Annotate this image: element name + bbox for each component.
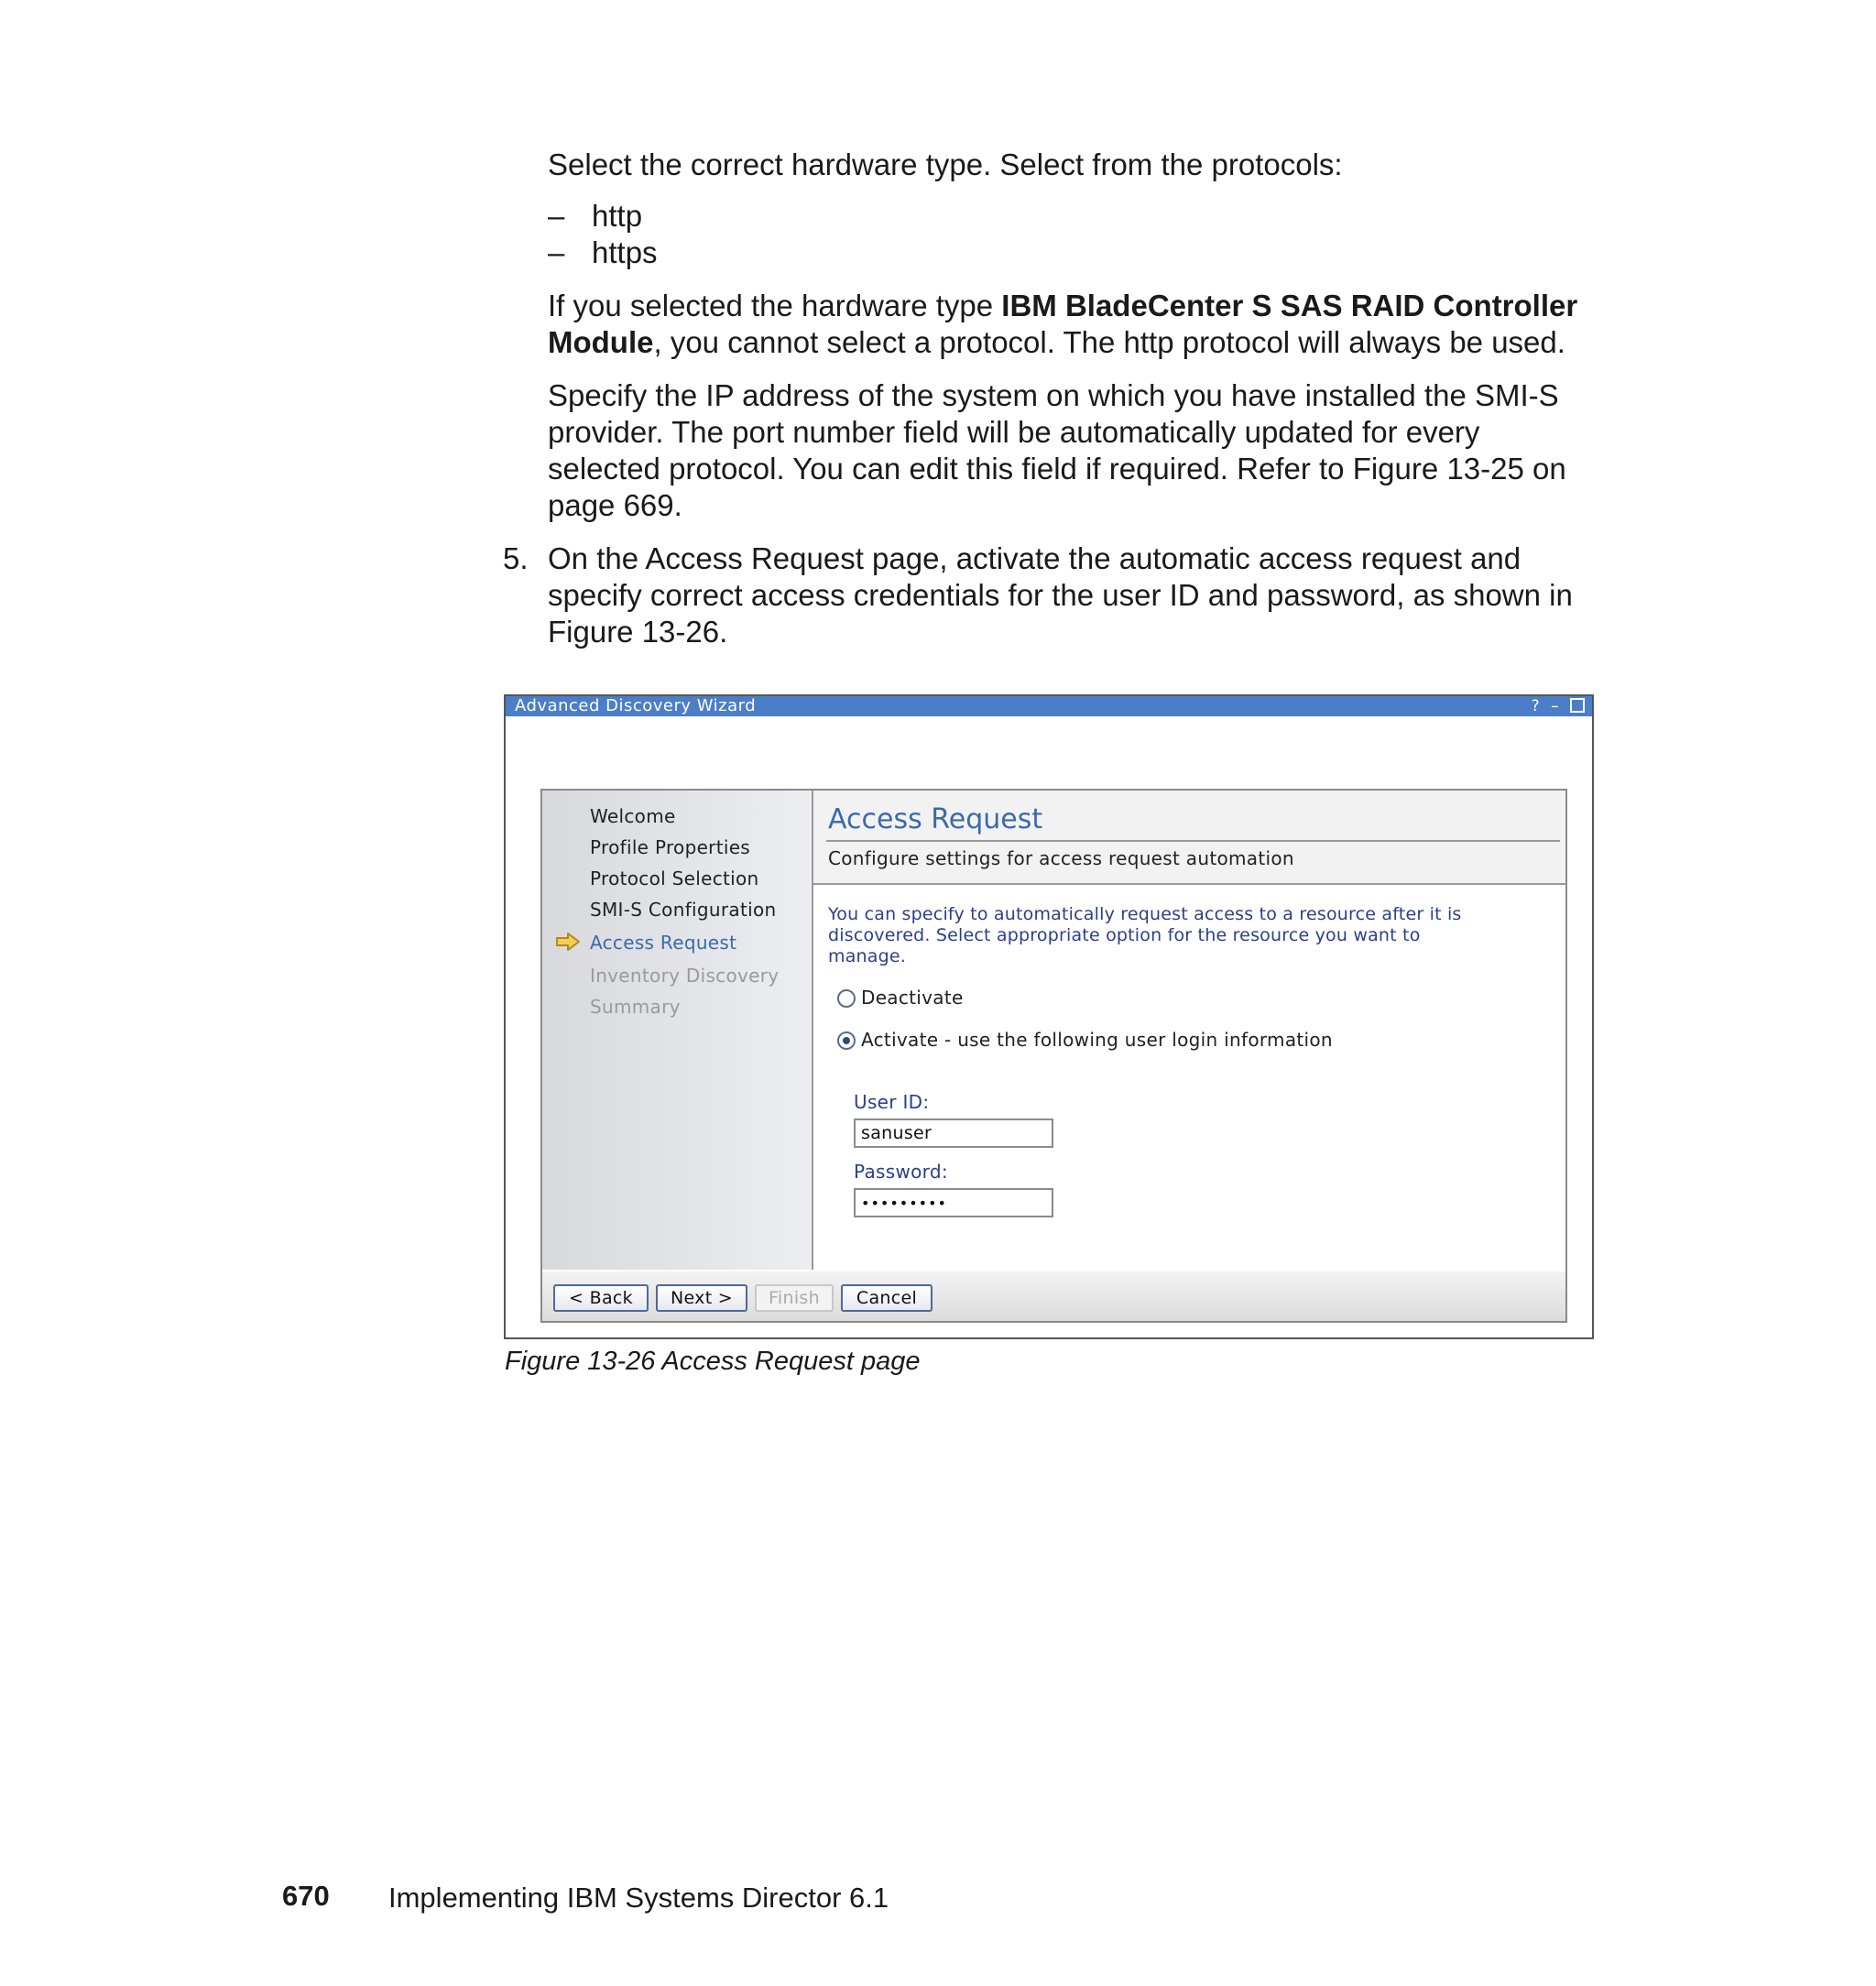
maximize-icon[interactable] <box>1570 698 1585 713</box>
minimize-icon[interactable]: – <box>1551 697 1560 715</box>
list-dash: – <box>548 235 565 269</box>
cancel-button[interactable]: Cancel <box>841 1284 933 1312</box>
hardware-type-name-cont: Module <box>548 325 654 359</box>
wizard-content <box>813 791 1565 1270</box>
figure-caption: Figure 13-26 Access Request page <box>505 1347 921 1376</box>
deactivate-option[interactable] <box>837 987 964 1009</box>
nav-step-summary: Summary <box>590 996 681 1018</box>
hardware-note-post: , you cannot select a protocol. The http protocol will always be used. <box>653 325 1565 359</box>
deactivate-label: Deactivate <box>861 987 964 1009</box>
step-line: specify correct access credentials for the user ID and password, as shown in <box>548 578 1573 612</box>
advanced-discovery-wizard <box>504 694 1594 1339</box>
titlebar-controls <box>1526 696 1585 716</box>
user-id-label: User ID: <box>854 1091 930 1113</box>
wizard-button-bar <box>542 1271 1565 1321</box>
hardware-type-name: IBM BladeCenter S SAS RAID Controller <box>1001 289 1578 322</box>
ip-instructions <box>548 377 1629 524</box>
hardware-note-pre: If you selected the hardware type <box>548 289 1002 322</box>
ip-line: selected protocol. You can edit this field if required. Refer to Figure 13-25 on <box>548 452 1566 486</box>
wizard-title: Advanced Discovery Wizard <box>515 696 757 715</box>
protocol-http: http <box>592 199 643 233</box>
password-label: Password: <box>854 1161 948 1183</box>
protocol-https: https <box>592 235 658 269</box>
description-line: You can specify to automatically request access to a resource after it is <box>828 904 1462 924</box>
nav-step-protocol-selection[interactable]: Protocol Selection <box>590 868 759 889</box>
content-header <box>813 791 1565 885</box>
list-dash: – <box>548 199 565 233</box>
hardware-note <box>548 288 1601 361</box>
user-id-input[interactable]: sanuser <box>854 1118 1053 1148</box>
wizard-titlebar <box>506 696 1592 716</box>
page-number: 670 <box>282 1880 330 1912</box>
nav-step-smis-configuration[interactable]: SMI-S Configuration <box>590 899 777 921</box>
deactivate-radio[interactable] <box>837 989 856 1008</box>
step-number: 5. <box>503 541 529 575</box>
page-title: Access Request <box>828 803 1043 835</box>
nav-step-welcome[interactable]: Welcome <box>590 805 676 827</box>
description-line: manage. <box>828 946 907 966</box>
nav-step-access-request[interactable]: Access Request <box>590 932 737 954</box>
step-5-text <box>548 540 1629 650</box>
next-button[interactable]: Next > <box>656 1284 747 1312</box>
description-line: discovered. Select appropriate option for the resource you want to <box>828 925 1421 945</box>
help-icon[interactable]: ? <box>1531 697 1541 715</box>
intro-select-line: Select the correct hardware type. Select from the protocols: <box>548 147 1343 181</box>
ip-line: provider. The port number field will be automatically updated for every <box>548 415 1480 449</box>
wizard-steps-nav <box>542 791 813 1270</box>
activate-radio[interactable] <box>837 1031 856 1050</box>
activate-option[interactable] <box>837 1029 1333 1051</box>
nav-step-profile-properties[interactable]: Profile Properties <box>590 836 751 858</box>
back-button[interactable]: < Back <box>553 1284 649 1312</box>
activate-label: Activate - use the following user login information <box>861 1029 1333 1051</box>
access-request-description <box>828 904 1552 967</box>
step-line: On the Access Request page, activate the automatic access request and <box>548 541 1522 575</box>
book-title: Implementing IBM Systems Director 6.1 <box>388 1882 889 1914</box>
nav-step-inventory-discovery: Inventory Discovery <box>590 965 780 987</box>
password-input[interactable]: ••••••••• <box>854 1188 1053 1217</box>
ip-line: Specify the IP address of the system on which you have installed the SMI-S <box>548 378 1559 412</box>
protocol-list-item <box>548 198 564 235</box>
finish-button: Finish <box>755 1284 834 1312</box>
header-divider <box>826 840 1560 842</box>
ip-line: page 669. <box>548 488 682 522</box>
current-step-arrow-icon <box>555 932 581 952</box>
step-line: Figure 13-26. <box>548 615 728 649</box>
wizard-panel <box>540 789 1567 1323</box>
page-subtitle: Configure settings for access request automation <box>828 847 1294 869</box>
protocol-list-item <box>548 235 564 271</box>
